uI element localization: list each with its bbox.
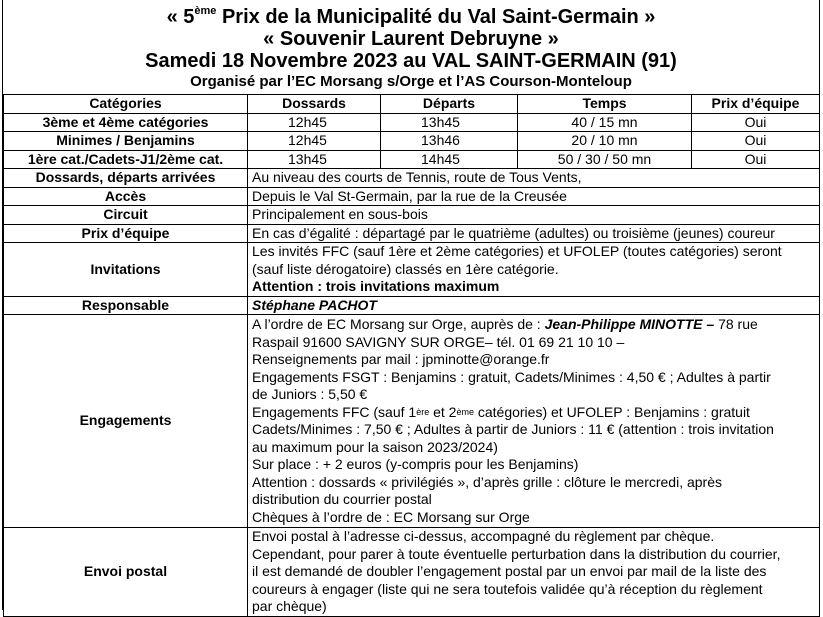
row-label: Responsable — [4, 296, 248, 315]
dossards-time: 12h45 — [248, 132, 381, 151]
organizer-line: Organisé par l’EC Morsang s/Orge et l’AS Courson-Monteloup — [190, 73, 632, 90]
row-label: Envoi postal — [4, 528, 248, 617]
info-row-circuit — [4, 206, 820, 225]
dossards-time: 13h45 — [248, 150, 381, 169]
row-value: Depuis le Val St-Germain, par la rue de la Creusée — [248, 187, 820, 206]
info-row-engagements — [4, 315, 820, 528]
table-row — [4, 113, 820, 132]
row-label: Engagements — [4, 315, 248, 528]
race-duration: 50 / 30 / 50 mn — [518, 150, 692, 169]
column-header: Catégories — [4, 95, 248, 114]
text-line: Envoi postal à l’adresse ci-dessus, accompagné du règlement par chèque. — [252, 528, 715, 544]
text-line: de Juniors : 5,50 € — [252, 386, 368, 402]
table-row — [4, 150, 820, 169]
row-value — [248, 243, 820, 297]
table-row — [4, 132, 820, 151]
info-row-responsable — [4, 296, 820, 315]
row-label: Invitations — [4, 243, 248, 297]
text-line: (sauf liste dérogatoire) classés en 1ère catégorie. — [252, 260, 559, 277]
text-line: Chèques à l’ordre de : EC Morsang sur Orge — [252, 508, 530, 525]
text-line: Attention : dossards « privilégiés », d’après grille : clôture le mercredi, après — [252, 473, 722, 490]
text-line: Cadets/Minimes : 7,50 € ; Adultes à partir de Juniors : 11 € (attention : trois invitation — [252, 421, 774, 437]
text-line: Engagements FFC (sauf 1ère et 2ème catégories) et UFOLEP : Benjamins : gratuit — [252, 403, 750, 420]
text-line: Cependant, pour parer à toute éventuelle perturbation dans la distribution du courrier, — [252, 545, 781, 562]
text-line: il est demandé de doubler l’engagement postal par un envoi par mail de la liste des — [252, 563, 767, 579]
text-line: distribution du courrier postal — [252, 491, 432, 507]
text-line: Attention : trois invitations maximum — [252, 278, 500, 294]
category-name: 1ère cat./Cadets-J1/2ème cat. — [4, 150, 248, 169]
team-prize: Oui — [692, 113, 820, 132]
text-line: Sur place : + 2 euros (y-compris pour les Benjamins) — [252, 456, 579, 472]
depart-time: 13h45 — [381, 113, 518, 132]
row-label: Prix d’équipe — [4, 224, 248, 243]
table-header-row — [4, 95, 820, 114]
info-row-envoi — [4, 528, 820, 617]
row-value — [248, 528, 820, 617]
column-header: Dossards — [248, 95, 381, 114]
text-line: Engagements FSGT : Benjamins : gratuit, Cadets/Minimes : 4,50 € ; Adultes à partir — [252, 368, 771, 385]
text-line: au maximum pour la saison 2023/2024) — [252, 438, 498, 455]
text-line: Les invités FFC (sauf 1ère et 2ème catégories) et UFOLEP (toutes catégories) seront — [252, 243, 782, 259]
info-row-prix — [4, 224, 820, 243]
info-row-dossards — [4, 169, 820, 188]
team-prize: Oui — [692, 150, 820, 169]
info-row-invitations — [4, 243, 820, 297]
contact-name: Jean-Philippe MINOTTE – — [544, 316, 715, 332]
row-label: Dossards, départs arrivées — [4, 169, 248, 188]
row-label: Accès — [4, 187, 248, 206]
text-line: par chèque) — [252, 598, 327, 614]
text-line: A l’ordre de EC Morsang sur Orge, auprès de : Jean-Philippe MINOTTE – 78 rue — [252, 316, 758, 332]
page-title: « 5ème Prix de la Municipalité du Val Saint-Germain » — [166, 5, 656, 28]
info-table — [3, 94, 820, 617]
row-value: Au niveau des courts de Tennis, route de Tous Vents, — [248, 169, 820, 188]
depart-time: 14h45 — [381, 150, 518, 169]
text-line: Raspail 91600 SAVIGNY SUR ORGE– tél. 01 69 21 10 10 – — [252, 333, 625, 350]
column-header: Temps — [518, 95, 692, 114]
team-prize: Oui — [692, 132, 820, 151]
responsable-name: Stéphane PACHOT — [248, 296, 820, 315]
row-label: Circuit — [4, 206, 248, 225]
page-subtitle: « Souvenir Laurent Debruyne » — [263, 28, 559, 50]
dossards-time: 12h45 — [248, 113, 381, 132]
depart-time: 13h46 — [381, 132, 518, 151]
category-name: Minimes / Benjamins — [4, 132, 248, 151]
row-value — [248, 315, 820, 528]
text-line: coureurs à engager (liste qui ne sera toutefois validée qu’à réception du règlement — [252, 580, 763, 597]
row-value: En cas d’égalité : départagé par le quatrième (adultes) ou troisième (jeunes) coureur — [248, 224, 820, 243]
info-row-acces — [4, 187, 820, 206]
column-header: Prix d’équipe — [692, 95, 820, 114]
category-name: 3ème et 4ème catégories — [4, 113, 248, 132]
row-value: Principalement en sous-bois — [248, 206, 820, 225]
column-header: Départs — [381, 95, 518, 114]
text-line: Renseignements par mail : jpminotte@orange.fr — [252, 351, 550, 367]
race-duration: 40 / 15 mn — [518, 113, 692, 132]
event-date: Samedi 18 Novembre 2023 au VAL SAINT-GERMAIN (91) — [145, 50, 677, 72]
race-duration: 20 / 10 mn — [518, 132, 692, 151]
document-page — [2, 0, 820, 614]
